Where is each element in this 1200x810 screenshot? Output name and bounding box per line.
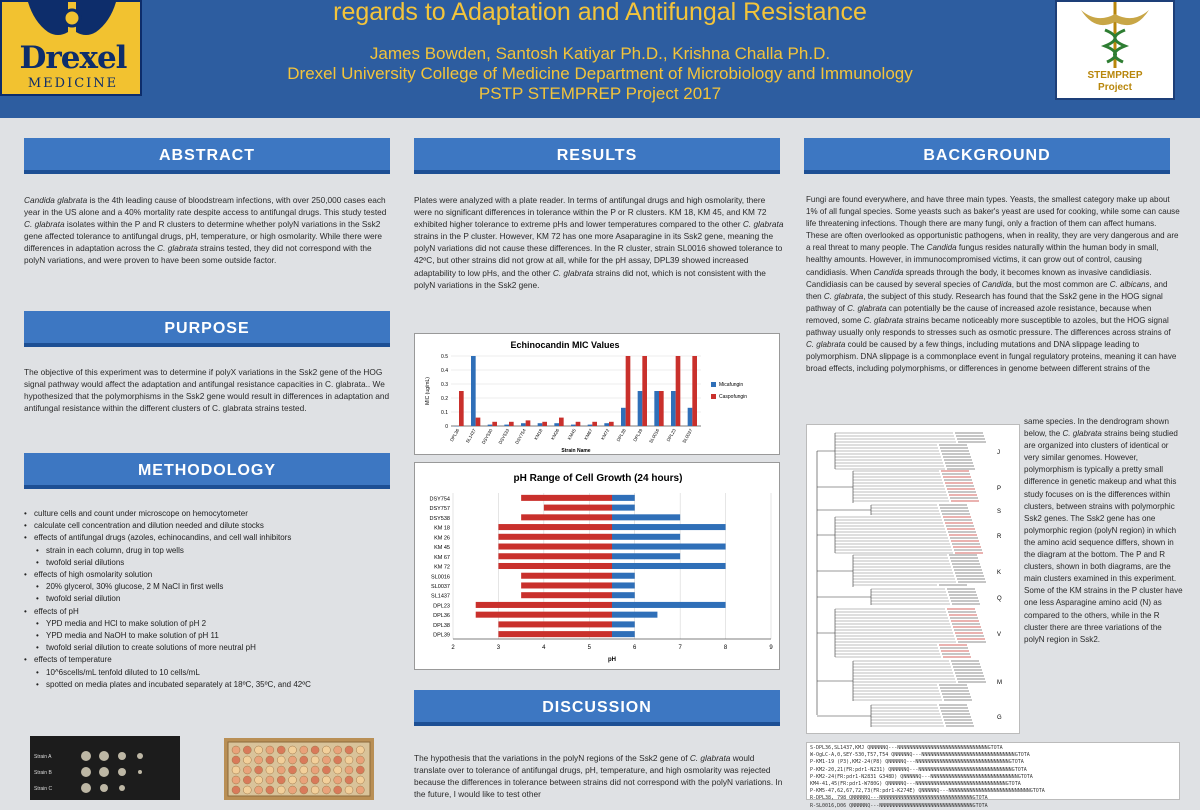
ph-bar-low (521, 514, 612, 520)
mic-legend-label: Caspofungin (719, 394, 747, 400)
mic-bar (676, 356, 681, 426)
mic-y-tick: 0.1 (441, 410, 448, 416)
well-plate-well (243, 786, 251, 794)
stemprep-project-label: Project (1057, 82, 1173, 93)
mic-bar (592, 422, 597, 426)
background-italic-3: Candida (982, 280, 1012, 289)
well-plate-well (255, 746, 263, 754)
ph-y-tick: KM 45 (434, 545, 450, 551)
ph-y-tick: SL0016 (431, 574, 450, 580)
ph-bar-high (612, 612, 657, 618)
well-plate-well (356, 766, 364, 774)
well-plate-well (356, 746, 364, 754)
mic-bar (488, 425, 493, 426)
abstract-text-1: is the 4th leading cause of bloodstream infections, with over 250,000 cases each year in the US alone and a 40% mortality rate despite access to antifungal drugs. This study tested (24, 195, 386, 217)
mic-bar (459, 391, 464, 426)
well-plate-well (356, 756, 364, 764)
well-plate-well (334, 756, 342, 764)
well-plate-well (334, 766, 342, 774)
well-plate-well (289, 766, 297, 774)
well-plate-well (300, 756, 308, 764)
ph-bar-low (498, 631, 612, 637)
ph-x-label: pH (608, 657, 616, 663)
well-plate-well (243, 776, 251, 784)
mic-y-tick: 0.3 (441, 382, 448, 388)
background-side-text-2: strains being studied are organized into clusters of identical or very similar genomes. However, polymorphism is typically a pretty small difference in genetic makeup and what this study focuses on is the differences within clusters, between strains with polymorphic Ssk2 genes. The Ssk2 gene has one polymorphic region (polyN region) in which the amino acid sequence differs, shown in the diagram at the bottom. The P and R clusters, shown in both diagrams, are the main clusters examined in this experiment. Some of the KM strains in the P cluster have one less Asparagine amino acid (N) as compared to the others, while in the R cluster there are three variations of the polyN region in Ssk2. (1024, 429, 1183, 644)
ph-bar-low (498, 524, 612, 530)
dendrogram-cluster-label: P (997, 486, 1001, 492)
well-plate-well (311, 746, 319, 754)
ph-y-tick: DSY538 (430, 516, 451, 522)
methodology-item: • culture cells and count under microscope on hemocytometer (24, 508, 394, 520)
well-plate-well (232, 746, 240, 754)
dendrogram-svg (807, 425, 1021, 735)
alignment-row: P-KM2-24(FR:pdr1-N2831 G348D) QNNNNNQ---NNNNNNNNNNNNNNNNNNNNNNNNNNNNNGTOTA (810, 774, 1176, 781)
mic-x-tick: DPL38 (616, 428, 627, 443)
ph-chart-title: pH Range of Cell Growth (24 hours) (514, 473, 683, 484)
ph-x-tick: 2 (451, 645, 455, 651)
well-plate-well (255, 756, 263, 764)
background-text-2: fungus resides naturally within the human body in small, healthy amounts. However, in immunocompromised victims, it can grow out of control, causing candidiasis. When (806, 243, 1158, 276)
ph-x-tick: 9 (769, 645, 773, 651)
well-plate-well (232, 766, 240, 774)
background-side-italic: C. glabrata (1062, 429, 1101, 438)
mic-bar (559, 418, 564, 426)
poster-authors: James Bowden, Santosh Katiyar Ph.D., Krishna Challa Ph.D. (160, 44, 1040, 64)
background-text-7: can potentially be the cause of increased azole resistance, because when removed, some (806, 304, 1151, 325)
background-text-3: spreads through the body, it becomes known as invasive candidiasis. Candidiasis can be caused by several species of (806, 268, 1152, 289)
mic-legend-swatch (711, 382, 716, 387)
results-text-2: strains in the P cluster. However, KM 72 has one more Asaparagine in its Ssk2 gene, meaning the polyN variations did not cause these differences. In the R cluster, strain SL0016 showed tolerance to 42ºC, but other strains did not grow at all, while for the pH assay, DPL39 showed increased adaptability to low pHs, and the other (414, 231, 782, 277)
ph-y-tick: KM 18 (434, 526, 450, 532)
methodology-item: • twofold serial dilutions (24, 557, 394, 569)
results-italic-2: C. glabrata (553, 268, 594, 278)
well-plate-well (232, 776, 240, 784)
ph-y-tick: DPL36 (433, 613, 450, 619)
well-plate-well (311, 756, 319, 764)
abstract-italic-1: Candida glabrata (24, 195, 87, 205)
mic-y-tick: 0.4 (441, 368, 448, 374)
mic-bar (588, 425, 593, 426)
well-plate-well (243, 766, 251, 774)
background-text-4: , but the most common are (1012, 280, 1110, 289)
ph-y-tick: DPL39 (433, 633, 450, 639)
logo-wordmark: Drexel (8, 40, 138, 76)
ph-y-tick: DSY757 (430, 506, 451, 512)
mic-x-tick: KM72 (600, 428, 610, 441)
well-plate-photo (224, 738, 374, 800)
mic-bar (659, 391, 664, 426)
mic-y-tick: 0.2 (441, 396, 448, 402)
background-italic-8: C. glabrata (806, 340, 845, 349)
methodology-item: • YPD media and NaOH to make solution of pH 11 (24, 630, 394, 642)
abstract-italic-3: C. glabrata (157, 243, 198, 253)
mic-chart (414, 333, 780, 455)
well-plate-well (266, 756, 274, 764)
spot-plate-image (30, 736, 180, 800)
results-text (414, 194, 784, 291)
alignment-row: R-SL0016,D06 QNNNNNQ---NNNNNNNNNNNNNNNNNNNNNNNNNNNNNNNGTOTA (810, 803, 1176, 810)
ph-bar-high (612, 602, 726, 608)
ph-bar-high (612, 563, 726, 569)
ph-y-tick: SL1437 (431, 594, 450, 600)
ph-y-tick: DPL38 (433, 623, 450, 629)
discussion-text-1: The hypothesis that the variations in the polyN regions of the Ssk2 gene of (414, 753, 690, 763)
ph-y-tick: KM 72 (434, 565, 450, 571)
alignment-row: KM4-41,45(FR:pdr1-W780G) QNNNNNQ---NNNNNNNNNNNNNNNNNNNNNNNNNNNNNNGTOTA (810, 781, 1176, 788)
well-plate-well (289, 786, 297, 794)
mic-chart-svg (415, 334, 781, 456)
dendrogram-cluster-label: Q (997, 596, 1002, 602)
ph-bar-low (521, 592, 612, 598)
poster-title: regards to Adaptation and Antifungal Resistance (160, 0, 1040, 27)
results-text-3: strains did not, which is not consistent with the polyN variations in the Ssk2 gene. (414, 268, 766, 290)
alignment-row: P-KM5-47,62,67,72,73(FR:pdr1-K274E) QNNNNNQ---NNNNNNNNNNNNNNNNNNNNNNNNNNNGTOTA (810, 788, 1176, 795)
dendrogram-cluster-label: V (997, 632, 1001, 638)
drexel-medicine-logo (0, 0, 142, 96)
mic-bar (521, 423, 526, 426)
abstract-text-3: strains tested, they did not correspond with the polyN variations, and were proven to have been some outside factor. (24, 243, 372, 265)
mic-x-label: Strain Name (561, 448, 590, 454)
methodology-item: • effects of pH (24, 606, 394, 618)
well-plate-well (322, 786, 330, 794)
ph-chart (414, 462, 780, 670)
ph-bar-high (612, 621, 635, 627)
background-text-1: Fungi are found everywhere, and have three main types. Yeasts, the smallest category make up about 1% of all fungal species. Some yeasts such as baker's yeast are used for cooking, while some can cause life threatening infections. Though there are many fungi, only a fraction of them can affect humans. These are often overlooked as opportunistic pathogens, when in reality, they are very dangerous and are a real threat to many people. The (806, 195, 1180, 252)
stemprep-logo (1055, 0, 1175, 100)
ph-x-tick: 3 (497, 645, 501, 651)
mic-bar (538, 423, 543, 426)
mic-legend-swatch (711, 394, 716, 399)
well-plate-well (266, 766, 274, 774)
spot-plate-photo (30, 736, 180, 800)
results-italic-1: C. glabrata (743, 219, 784, 229)
mic-x-tick: SL0016 (648, 428, 660, 444)
plate-label-c: Strain C (34, 786, 52, 792)
discussion-text (414, 752, 784, 800)
discussion-italic-1: C. glabrata (690, 753, 731, 763)
mic-x-tick: KM26 (550, 428, 560, 441)
results-heading: RESULTS (414, 138, 780, 174)
well-plate-well (300, 766, 308, 774)
ph-bar-high (612, 495, 635, 501)
well-plate-well (322, 766, 330, 774)
abstract-heading: ABSTRACT (24, 138, 390, 174)
alignment-row: R-DPL38, 798 QNNNNNQ---NNNNNNNNNNNNNNNNNNNNNNNNNNNNNNNGTOTA (810, 795, 1176, 802)
background-text-6: , the subject of this study. Research has found that the Ssk2 gene in the HOG signal pathway of (806, 292, 1163, 313)
background-text-9: could be caused by a few things, including mutations and DNA slippage leading to polymorphism. DNA slippage is a commonplace event in fungal regulatory proteins, meaning it can have broad effects, including polymorphisms, or differences in genome between different strains of the (806, 340, 1176, 373)
ph-y-tick: DSY754 (430, 496, 451, 502)
ph-bar-high (612, 553, 680, 559)
mic-y-tick: 0 (445, 424, 448, 430)
ph-bar-low (476, 612, 612, 618)
well-plate-well (345, 776, 353, 784)
abstract-text-2: isolates within the P and R clusters to determine whether polyN variations in the Ssk2 gene affected tolerance to antifungal drugs, pH, temperature, or high osmolarity. While there were differences in adaptation across the (24, 219, 382, 253)
well-plate-well (289, 776, 297, 784)
methodology-item: • spotted on media plates and incubated separately at 18ºC, 35ºC, and 42ºC (24, 679, 394, 691)
well-plate-well (266, 746, 274, 754)
well-plate-well (243, 746, 251, 754)
mic-x-tick: KM18 (533, 428, 543, 441)
well-plate-well (277, 786, 285, 794)
well-plate-well (345, 756, 353, 764)
mic-x-tick: DPL36 (449, 428, 460, 443)
ph-bar-low (521, 582, 612, 588)
well-plate-well (345, 766, 353, 774)
ph-bar-high (612, 534, 680, 540)
mic-bar (542, 422, 547, 426)
background-italic-6: C. glabrata (847, 304, 886, 313)
well-plate-well (277, 776, 285, 784)
well-plate-well (322, 756, 330, 764)
mic-x-tick: DPL23 (666, 428, 677, 443)
logo-subtitle: MEDICINE (8, 76, 138, 91)
mic-legend-label: Micafungin (719, 382, 743, 388)
well-plate-well (243, 756, 251, 764)
well-plate-well (289, 756, 297, 764)
methodology-item: • 10^6scells/mL tenfold diluted to 10 cells/mL (24, 667, 394, 679)
ph-bar-low (498, 621, 612, 627)
methodology-item: • YPD media and HCl to make solution of pH 2 (24, 618, 394, 630)
mic-x-tick: DSY533 (497, 428, 510, 445)
well-plate-well (266, 786, 274, 794)
background-italic-5: C. glabrata (824, 292, 863, 301)
mic-x-tick: KM45 (567, 428, 577, 441)
mic-bar (471, 356, 476, 426)
well-plate-well (277, 756, 285, 764)
mic-y-tick: 0.5 (441, 354, 448, 360)
mic-bar (492, 422, 497, 426)
ph-bar-high (612, 573, 635, 579)
ph-y-tick: DPL23 (433, 603, 450, 609)
mic-bar (626, 356, 631, 426)
abstract-text (24, 194, 394, 267)
background-heading: BACKGROUND (804, 138, 1170, 174)
background-side-text (1024, 416, 1184, 646)
methodology-item: • effects of antifungal drugs (azoles, echinocandins, and cell wall inhibitors (24, 532, 394, 544)
poster-department: Drexel University College of Medicine Department of Microbiology and Immunology (160, 64, 1040, 84)
mic-bar (476, 418, 481, 426)
mic-chart-title: Echinocandin MIC Values (510, 340, 619, 350)
methodology-item: • strain in each column, drug in top wells (24, 545, 394, 557)
dendrogram-cluster-label: R (997, 534, 1002, 540)
ph-bar-low (498, 553, 612, 559)
mic-bar (604, 423, 609, 426)
purpose-text: The objective of this experiment was to determine if polyX variations in the Ssk2 gene of the HOG signal pathway would affect the adaptation and antifungal resistance capacities in C. glabrata.. We hypothesized that the polymorphisms in the Ssk2 gene would result in differences in adaptation and antifungal resistance within the different clusters of C. glabrata strains tested. (24, 366, 394, 414)
purpose-heading: PURPOSE (24, 311, 390, 347)
well-plate-well (300, 746, 308, 754)
well-plate-well (300, 786, 308, 794)
dendrogram-cluster-label: G (997, 715, 1002, 721)
well-plate-well (311, 776, 319, 784)
ph-bar-high (612, 505, 635, 511)
well-plate-well (322, 776, 330, 784)
ph-bar-high (612, 631, 635, 637)
methodology-item: • 20% glycerol, 30% glucose, 2 M NaCl in first wells (24, 581, 394, 593)
dendrogram (806, 424, 1020, 734)
stemprep-label: STEMPREP (1057, 70, 1173, 81)
mic-bar (576, 422, 581, 426)
well-plate-well (255, 786, 263, 794)
alignment-row: S-DPL36,SL1437,KMJ QNNNNNQ---NNNNNNNNNNNNNNNNNNNNNNNNNNNNNNGTOTA (810, 745, 1176, 752)
methodology-item: • twofold serial dilution to create solutions of more neutral pH (24, 642, 394, 654)
well-plate-well (356, 786, 364, 794)
caduceus-icon (1077, 2, 1153, 70)
poster-header (0, 0, 1200, 118)
well-plate-well (322, 746, 330, 754)
mic-bar (554, 423, 559, 426)
dendrogram-cluster-label: S (997, 509, 1001, 515)
methodology-heading: METHODOLOGY (24, 453, 390, 489)
alignment-row: P-KM2-20,21(FR:pdr1-N231) QNNNNNQ---NNNNNNNNNNNNNNNNNNNNNNNNNNNNNNNGTOTA (810, 767, 1176, 774)
mic-y-label: MIC (ug/mL) (425, 377, 431, 405)
background-text-5: , and then (806, 280, 1167, 301)
well-plate-well (311, 766, 319, 774)
mic-x-tick: SL0037 (681, 428, 693, 444)
ph-y-tick: KM 67 (434, 555, 450, 561)
mic-bar (642, 356, 647, 426)
ph-bar-low (498, 534, 612, 540)
mic-x-tick: SL1437 (465, 428, 477, 444)
ph-bar-low (521, 495, 612, 501)
well-plate-well (255, 776, 263, 784)
well-plate-image (224, 738, 374, 800)
ph-bar-low (521, 573, 612, 579)
well-plate-well (334, 746, 342, 754)
mic-bar (692, 356, 697, 426)
background-italic-2: Candida (874, 268, 904, 277)
mic-bar (688, 408, 693, 426)
mic-x-tick: DSY754 (514, 428, 527, 445)
well-plate-well (277, 746, 285, 754)
mic-bar (504, 425, 509, 426)
ph-bar-high (612, 582, 635, 588)
mic-x-tick: DSY530 (481, 428, 494, 445)
ph-bar-low (498, 544, 612, 550)
background-italic-4: C. albicans (1110, 280, 1150, 289)
ph-bar-high (612, 514, 680, 520)
mic-x-tick: DPL39 (632, 428, 643, 443)
methodology-item: • twofold serial dilution (24, 593, 394, 605)
alignment-row: W-OgLC-A,0,SEY-530,T57,T54 QNNNNNQ---NNNNNNNNNNNNNNNNNNNNNNNNNNNNNNNGTOTA (810, 752, 1176, 759)
methodology-item: • effects of temperature (24, 654, 394, 666)
poster-project: PSTP STEMPREP Project 2017 (160, 84, 1040, 104)
mic-bar (638, 391, 643, 426)
ph-bar-high (612, 544, 726, 550)
mic-bar (526, 420, 531, 426)
dendrogram-cluster-label: J (997, 450, 1000, 456)
well-plate-well (232, 786, 240, 794)
dendrogram-cluster-label: M (997, 680, 1002, 686)
ph-bar-low (544, 505, 612, 511)
mic-bar (654, 391, 659, 426)
mic-x-tick: KM67 (583, 428, 593, 441)
well-plate-well (232, 756, 240, 764)
ph-bar-low (498, 563, 612, 569)
dendrogram-cluster-label: K (997, 570, 1001, 576)
well-plate-well (277, 766, 285, 774)
results-text-1: Plates were analyzed with a plate reader. In terms of antifungal drugs and high osmolarity, there were no significant differences in tolerance within the P or R clusters. KM 18, KM 45, and KM 72 exhibited higher tolerance to extreme pHs and lower temperatures compared to the other (414, 195, 767, 229)
plate-label-b: Strain B (34, 770, 52, 776)
well-plate-well (255, 766, 263, 774)
background-italic-1: Candida (927, 243, 957, 252)
ph-bar-high (612, 524, 726, 530)
well-plate-well (356, 776, 364, 784)
discussion-heading: DISCUSSION (414, 690, 780, 726)
well-plate-well (266, 776, 274, 784)
methodology-item: • effects of high osmolarity solution (24, 569, 394, 581)
well-plate-well (345, 746, 353, 754)
abstract-italic-2: C. glabrata (24, 219, 65, 229)
sequence-alignment (806, 742, 1180, 800)
well-plate-well (345, 786, 353, 794)
methodology-list (24, 508, 394, 691)
methodology-item: • calculate cell concentration and dilution needed and dilute stocks (24, 520, 394, 532)
background-italic-7: C. glabrata (864, 316, 903, 325)
ph-x-tick: 5 (588, 645, 592, 651)
ph-x-tick: 6 (633, 645, 637, 651)
ph-x-tick: 4 (542, 645, 546, 651)
well-plate-well (311, 786, 319, 794)
background-text-8: strains became noticeably more susceptible to azoles, but the HOG signal pathway usually only responds to stresses such as osmotic pressure. The differences across strains of (806, 316, 1171, 337)
ph-x-tick: 8 (724, 645, 728, 651)
discussion-text-2: would translate over to tolerance of antifungal drugs, pH, temperature, and high osmolarity was rejected because the differences in tolerance between strains did not correspond with the polyN variations. In the future, I would like to test other (414, 753, 782, 799)
mic-bar (671, 391, 676, 426)
background-text (806, 194, 1180, 375)
mic-bar (571, 425, 576, 426)
well-plate-well (334, 786, 342, 794)
ph-x-tick: 7 (678, 645, 682, 651)
background-side-text-1: same species. In the dendrogram shown below, the (1024, 417, 1169, 438)
well-plate-well (300, 776, 308, 784)
ph-y-tick: SL0037 (431, 584, 450, 590)
ph-bar-high (612, 592, 635, 598)
dragon-crest-icon (24, 2, 120, 40)
plate-label-a: Strain A (34, 754, 52, 760)
mic-bar (609, 422, 614, 426)
ph-y-tick: KM 26 (434, 535, 450, 541)
ph-chart-svg (415, 463, 781, 671)
alignment-row: P-KM1-19 (P3),KM2-24(P8) QNNNNNQ---NNNNNNNNNNNNNNNNNNNNNNNNNNNNNNNGTOTA (810, 759, 1176, 766)
ph-bar-low (476, 602, 612, 608)
well-plate-well (334, 776, 342, 784)
well-plate-well (289, 746, 297, 754)
mic-bar (509, 422, 514, 426)
mic-bar (621, 408, 626, 426)
